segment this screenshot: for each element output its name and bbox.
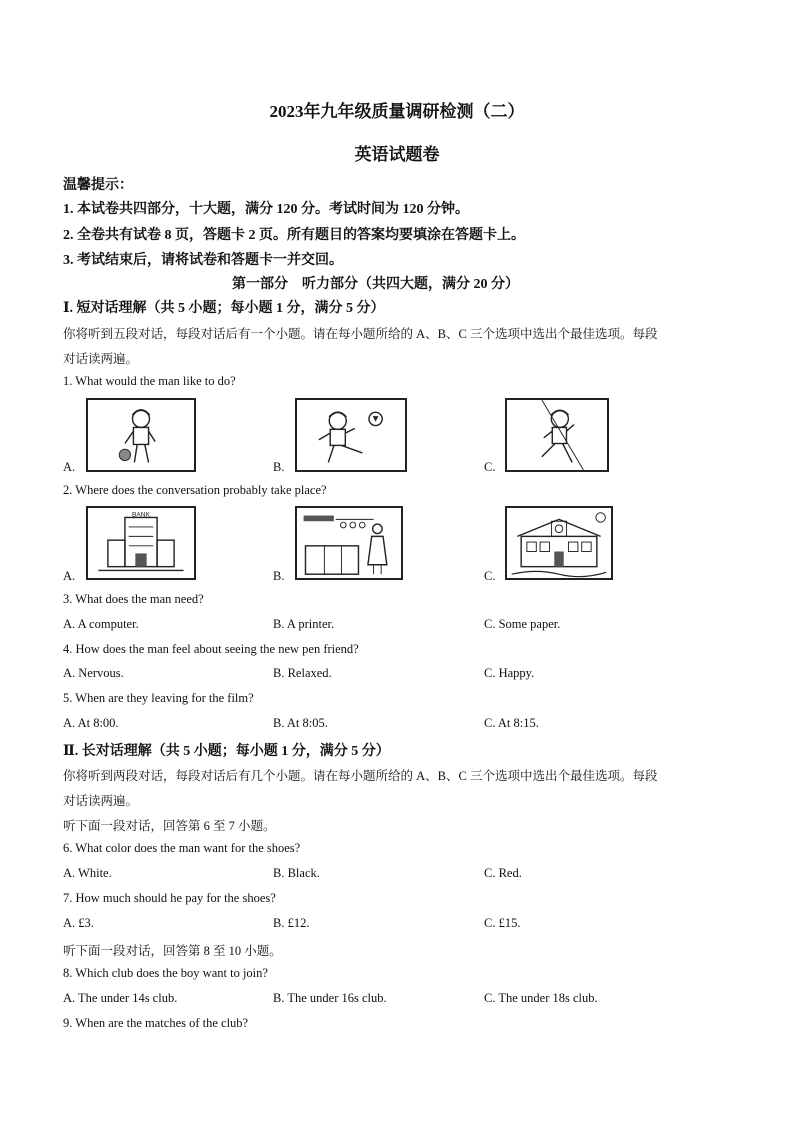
question-text: 2. Where does the conversation probably take place? bbox=[63, 483, 327, 497]
option-label: B. £12. bbox=[273, 916, 310, 930]
bank-sign-text: BANK bbox=[132, 511, 150, 519]
tip-item: 2. 全卷共有试卷 8 页，答题卡 2 页。所有题目的答案均要填涂在答题卡上。 bbox=[63, 228, 525, 243]
section-instruction: 对话读两遍。 bbox=[63, 352, 139, 366]
question-text: 6. What color does the man want for the shoes? bbox=[63, 841, 301, 855]
option-label: C. bbox=[484, 569, 496, 583]
section-instruction: 你将听到五段对话，每段对话后有一个小题。请在每小题所给的 A、B、C 三个选项中选出个最佳选项。每段 bbox=[63, 327, 658, 341]
kitchen-picture bbox=[295, 506, 403, 580]
option-label: C. £15. bbox=[484, 916, 521, 930]
page-subtitle: 英语试题卷 bbox=[354, 145, 440, 164]
option-label: B. A printer. bbox=[273, 617, 335, 631]
option-label: B. bbox=[273, 460, 285, 474]
boy-running-picture bbox=[505, 398, 609, 472]
option-label: B. The under 16s club. bbox=[273, 991, 387, 1005]
question-text: 8. Which club does the boy want to join? bbox=[63, 966, 268, 980]
option-label: A. At 8:00. bbox=[63, 716, 119, 730]
option-label: A. bbox=[63, 460, 76, 474]
question-text: 5. When are they leaving for the film? bbox=[63, 691, 254, 705]
option-label: B. bbox=[273, 569, 285, 583]
section-instruction: 你将听到两段对话，每段对话后有几个小题。请在每小题所给的 A、B、C 三个选项中选出个最佳选项。每段 bbox=[63, 769, 658, 783]
tips-heading: 温馨提示： bbox=[63, 178, 133, 193]
question-text: 7. How much should he pay for the shoes? bbox=[63, 891, 276, 905]
option-label: A. £3. bbox=[63, 916, 94, 930]
option-label: C. bbox=[484, 460, 496, 474]
boy-basketball-picture bbox=[86, 398, 196, 472]
option-label: B. Black. bbox=[273, 866, 320, 880]
section-heading: Ⅱ. 长对话理解（共 5 小题；每小题 1 分，满分 5 分） bbox=[63, 744, 390, 759]
option-label: A. bbox=[63, 569, 76, 583]
bank-building-picture bbox=[86, 506, 196, 580]
question-text: 3. What does the man need? bbox=[63, 592, 204, 606]
option-label: C. Some paper. bbox=[484, 617, 561, 631]
option-label: C. At 8:15. bbox=[484, 716, 539, 730]
option-label: A. White. bbox=[63, 866, 112, 880]
option-label: C. Red. bbox=[484, 866, 522, 880]
section-heading: Ⅰ. 短对话理解（共 5 小题；每小题 1 分，满分 5 分） bbox=[63, 301, 385, 316]
group-instruction: 听下面一段对话，回答第 8 至 10 小题。 bbox=[63, 944, 282, 958]
option-label: A. Nervous. bbox=[63, 666, 124, 680]
question-text: 4. How does the man feel about seeing the new pen friend? bbox=[63, 642, 359, 656]
option-label: B. Relaxed. bbox=[273, 666, 332, 680]
group-instruction: 听下面一段对话，回答第 6 至 7 小题。 bbox=[63, 819, 276, 833]
option-label: A. The under 14s club. bbox=[63, 991, 178, 1005]
option-label: A. A computer. bbox=[63, 617, 139, 631]
option-label: C. Happy. bbox=[484, 666, 535, 680]
page-title: 2023年九年级质量调研检测（二） bbox=[269, 102, 525, 121]
boy-kicking-soccer-picture bbox=[295, 398, 407, 472]
option-label: C. The under 18s club. bbox=[484, 991, 598, 1005]
option-label: B. At 8:05. bbox=[273, 716, 328, 730]
tip-item: 3. 考试结束后，请将试卷和答题卡一并交回。 bbox=[63, 253, 343, 268]
question-text: 9. When are the matches of the club? bbox=[63, 1016, 249, 1030]
section-instruction: 对话读两遍。 bbox=[63, 794, 139, 808]
tip-item: 1. 本试卷共四部分，十大题，满分 120 分。考试时间为 120 分钟。 bbox=[63, 202, 469, 217]
school-building-picture bbox=[505, 506, 613, 580]
question-text: 1. What would the man like to do? bbox=[63, 374, 236, 388]
part-heading: 第一部分 听力部分（共四大题，满分 20 分） bbox=[232, 277, 519, 292]
